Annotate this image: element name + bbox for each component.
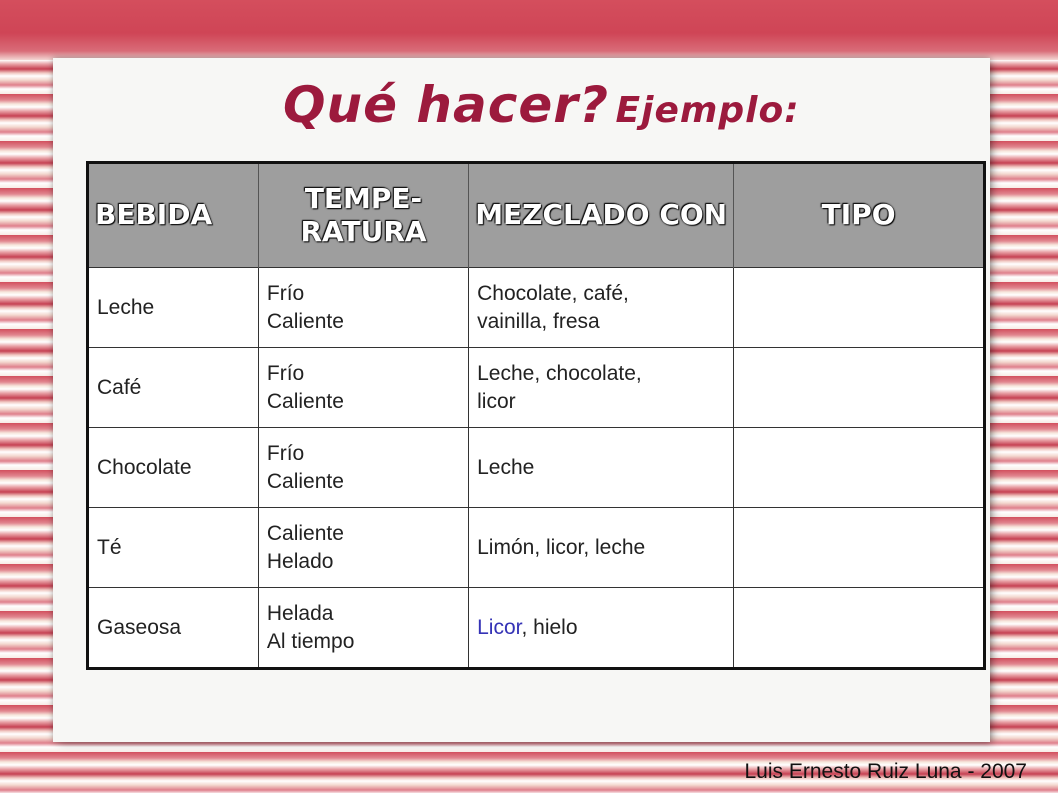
header-tipo: TIPO	[734, 163, 985, 268]
header-mezclado: MEZCLADO CON	[469, 163, 734, 268]
cell-mezclado: Leche	[469, 428, 734, 508]
cell-tipo	[734, 348, 985, 428]
cell-temperatura: Frío Caliente	[258, 268, 468, 348]
cell-bebida: Gaseosa	[88, 588, 259, 669]
cell-mezclado	[469, 588, 734, 669]
cell-tipo	[734, 268, 985, 348]
cell-temperatura: Helada Al tiempo	[258, 588, 468, 669]
cell-tipo	[734, 508, 985, 588]
cell-mezclado: Leche, chocolate, licor	[469, 348, 734, 428]
cell-bebida: Café	[88, 348, 259, 428]
table-row	[88, 508, 985, 588]
cell-temperatura: Caliente Helado	[258, 508, 468, 588]
title-sub: Ejemplo:	[615, 90, 800, 131]
cell-bebida: Té	[88, 508, 259, 588]
cell-mezclado-rest: , hielo	[521, 615, 578, 639]
cell-temperatura: Frío Caliente	[258, 428, 468, 508]
drinks-table	[86, 161, 986, 670]
cell-tipo	[734, 428, 985, 508]
cell-bebida: Chocolate	[88, 428, 259, 508]
cell-tipo	[734, 588, 985, 669]
table-row	[88, 268, 985, 348]
cell-bebida: Leche	[88, 268, 259, 348]
cell-mezclado: Chocolate, café, vainilla, fresa	[469, 268, 734, 348]
cell-temperatura: Frío Caliente	[258, 348, 468, 428]
slide-title	[283, 76, 983, 146]
highlighted-word: Licor	[477, 615, 522, 639]
header-temperatura: TEMPE- RATURA	[258, 163, 468, 268]
header-bebida: BEBIDA	[88, 163, 259, 268]
title-main: Qué hacer?	[283, 76, 609, 134]
table-row	[88, 348, 985, 428]
table-row	[88, 428, 985, 508]
background-top-band	[0, 0, 1058, 60]
cell-mezclado: Limón, licor, leche	[469, 508, 734, 588]
table-row	[88, 588, 985, 669]
header-row	[88, 163, 985, 268]
author-credit: Luis Ernesto Ruiz Luna - 2007	[744, 760, 1027, 783]
